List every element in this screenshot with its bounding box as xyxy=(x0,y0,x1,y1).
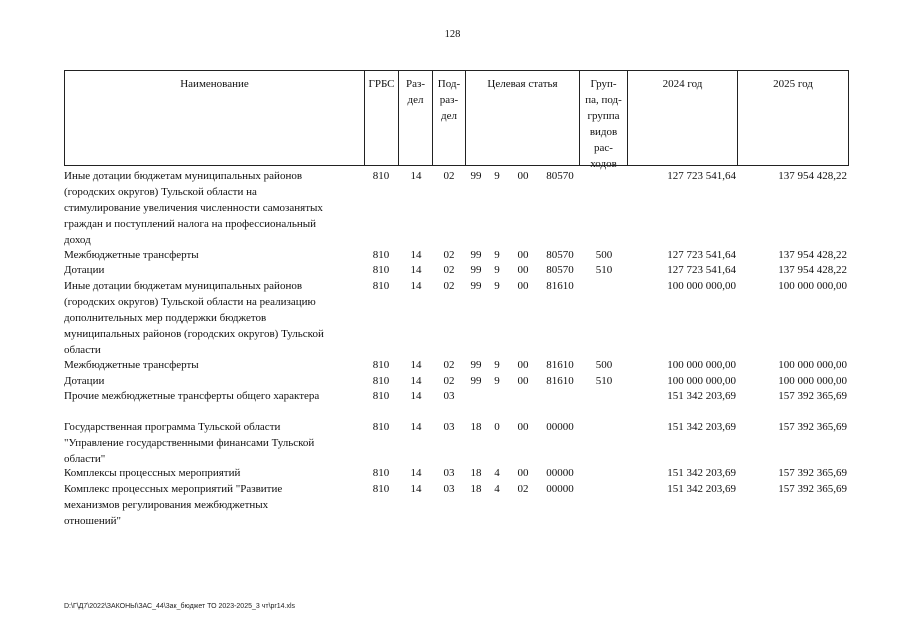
header-podrazdel-line: дел xyxy=(441,110,457,122)
row-name xyxy=(64,419,362,467)
row-target-1: 99 xyxy=(470,170,482,182)
row-name-line: "Управление государственными финансами Тульской xyxy=(64,437,315,449)
row-target-1: 99 xyxy=(470,359,482,371)
header-podrazdel-line: раз- xyxy=(439,94,459,106)
row-group: 510 xyxy=(595,264,613,276)
row-grbs: 810 xyxy=(372,467,390,479)
row-target-1: 99 xyxy=(470,264,482,276)
header-year-2024-label: 2024 год xyxy=(662,78,703,90)
header-group-line: рас- xyxy=(594,142,613,154)
row-target-1: 99 xyxy=(470,280,482,292)
row-name-line: граждан и поступлений налога на профессиональный xyxy=(64,218,316,230)
row-podrazdel: 03 xyxy=(443,483,455,495)
header-name-label: Наименование xyxy=(180,78,249,90)
row-name-line: области xyxy=(64,344,101,356)
row-target-4: 00000 xyxy=(546,483,574,495)
row-target-1: 18 xyxy=(470,421,482,433)
row-name-line: отношений" xyxy=(64,515,122,527)
page-number: 128 xyxy=(444,29,461,40)
row-razdel: 14 xyxy=(410,359,422,371)
row-name-line: стимулирование увеличения численности самозанятых xyxy=(64,202,323,214)
row-name-line: Государственная программа Тульской области xyxy=(64,421,281,433)
row-target-4: 00000 xyxy=(546,421,574,433)
row-name-line: муниципальных районов (городских округов) Тульской xyxy=(64,328,324,340)
row-target-2: 4 xyxy=(494,467,500,479)
row-name-line: (городских округов) Тульской области на реализацию xyxy=(64,296,316,308)
header-razdel-line: дел xyxy=(407,94,424,106)
row-grbs: 810 xyxy=(372,483,390,495)
row-target-4: 81610 xyxy=(546,280,574,292)
row-podrazdel: 02 xyxy=(443,170,455,182)
row-name-line: (городских округов) Тульской области на xyxy=(64,186,257,198)
row-target-2: 9 xyxy=(494,375,500,387)
row-target-3: 00 xyxy=(517,170,529,182)
row-name xyxy=(64,481,362,529)
row-target-2: 9 xyxy=(494,359,500,371)
row-name xyxy=(64,278,362,358)
row-amount-2024: 151 342 203,69 xyxy=(667,421,736,433)
row-target-2: 9 xyxy=(494,170,500,182)
row-razdel: 14 xyxy=(410,249,422,261)
row-target-3: 00 xyxy=(517,375,529,387)
row-podrazdel: 02 xyxy=(443,375,455,387)
header-group-line: группа xyxy=(587,110,620,122)
row-target-3: 00 xyxy=(517,467,529,479)
row-name-line: Дотации xyxy=(64,375,105,387)
row-name-line: области" xyxy=(64,453,106,465)
row-grbs: 810 xyxy=(372,359,390,371)
row-target-4: 80570 xyxy=(546,249,574,261)
row-name xyxy=(64,262,362,278)
row-name-line: Межбюджетные трансферты xyxy=(64,359,199,371)
row-name xyxy=(64,373,362,389)
row-name-line: дополнительных мер поддержки бюджетов xyxy=(64,312,267,324)
row-grbs: 810 xyxy=(372,375,390,387)
row-podrazdel: 03 xyxy=(443,390,455,402)
header-grbs xyxy=(364,70,399,166)
header-group-line: Груп- xyxy=(590,78,617,90)
row-amount-2024: 100 000 000,00 xyxy=(667,375,736,387)
row-name xyxy=(64,247,362,263)
row-podrazdel: 03 xyxy=(443,467,455,479)
row-target-4: 80570 xyxy=(546,170,574,182)
header-grbs-label: ГРБС xyxy=(368,78,395,90)
row-name-line: механизмов регулирования межбюджетных xyxy=(64,499,269,511)
row-name xyxy=(64,357,362,373)
row-amount-2025: 157 392 365,69 xyxy=(778,421,847,433)
row-grbs: 810 xyxy=(372,421,390,433)
row-razdel: 14 xyxy=(410,375,422,387)
row-razdel: 14 xyxy=(410,467,422,479)
row-name-line: Прочие межбюджетные трансферты общего характера xyxy=(64,390,320,402)
row-amount-2024: 127 723 541,64 xyxy=(667,249,736,261)
row-grbs: 810 xyxy=(372,280,390,292)
row-grbs: 810 xyxy=(372,264,390,276)
header-year-2025-label: 2025 год xyxy=(773,78,813,90)
row-target-2: 4 xyxy=(494,483,500,495)
header-group-line: па, под- xyxy=(585,94,622,106)
header-target xyxy=(465,70,580,166)
row-amount-2025: 157 392 365,69 xyxy=(778,390,847,402)
row-amount-2024: 127 723 541,64 xyxy=(667,170,736,182)
row-grbs: 810 xyxy=(372,249,390,261)
header-podrazdel xyxy=(432,70,466,166)
row-name xyxy=(64,168,362,248)
row-group: 500 xyxy=(595,359,613,371)
row-name-line: Дотации xyxy=(64,264,105,276)
row-target-2: 9 xyxy=(494,249,500,261)
row-amount-2025: 100 000 000,00 xyxy=(778,359,847,371)
header-target-label: Целевая статья xyxy=(487,78,558,90)
row-name-line: Межбюджетные трансферты xyxy=(64,249,199,261)
row-target-3: 00 xyxy=(517,421,529,433)
row-target-1: 99 xyxy=(470,249,482,261)
file-path-footer: D:\Г\Д7\2022\ЗАКОНЫ\ЗАС_44\3ак_бюджет ТО 2023-2025_3 чт\pr14.xls xyxy=(64,603,296,610)
row-amount-2025: 137 954 428,22 xyxy=(778,170,847,182)
row-razdel: 14 xyxy=(410,280,422,292)
row-amount-2025: 137 954 428,22 xyxy=(778,249,847,261)
row-target-1: 99 xyxy=(470,375,482,387)
row-target-4: 81610 xyxy=(546,375,574,387)
header-razdel-line: Раз- xyxy=(405,78,425,90)
row-grbs: 810 xyxy=(372,170,390,182)
row-name-line: Комплекс процессных мероприятий "Развитие xyxy=(64,483,283,495)
row-target-2: 9 xyxy=(494,264,500,276)
row-amount-2024: 127 723 541,64 xyxy=(667,264,736,276)
header-podrazdel-line: Под- xyxy=(437,78,461,90)
header-name xyxy=(64,70,365,166)
row-target-1: 18 xyxy=(470,483,482,495)
row-target-1: 18 xyxy=(470,467,482,479)
header-razdel xyxy=(398,70,433,166)
row-podrazdel: 02 xyxy=(443,249,455,261)
row-name xyxy=(64,388,362,404)
row-target-3: 00 xyxy=(517,249,529,261)
row-podrazdel: 02 xyxy=(443,359,455,371)
row-name-line: Иные дотации бюджетам муниципальных районов xyxy=(64,280,303,292)
row-razdel: 14 xyxy=(410,390,422,402)
row-group: 510 xyxy=(595,375,613,387)
header-group-line: видов xyxy=(589,126,618,138)
row-target-3: 00 xyxy=(517,264,529,276)
row-grbs: 810 xyxy=(372,390,390,402)
header-year-2024 xyxy=(627,70,738,166)
row-amount-2025: 137 954 428,22 xyxy=(778,264,847,276)
header-year-2025 xyxy=(737,70,849,166)
row-group: 500 xyxy=(595,249,613,261)
row-amount-2025: 100 000 000,00 xyxy=(778,375,847,387)
row-amount-2024: 151 342 203,69 xyxy=(667,390,736,402)
row-podrazdel: 02 xyxy=(443,280,455,292)
row-name-line: доход xyxy=(64,234,91,246)
row-amount-2024: 151 342 203,69 xyxy=(667,467,736,479)
row-target-2: 0 xyxy=(494,421,500,433)
row-amount-2024: 151 342 203,69 xyxy=(667,483,736,495)
row-razdel: 14 xyxy=(410,264,422,276)
row-target-3: 00 xyxy=(517,280,529,292)
row-name-line: Иные дотации бюджетам муниципальных районов xyxy=(64,170,303,182)
row-podrazdel: 03 xyxy=(443,421,455,433)
row-amount-2025: 157 392 365,69 xyxy=(778,483,847,495)
row-amount-2025: 157 392 365,69 xyxy=(778,467,847,479)
header-group xyxy=(579,70,628,170)
row-name xyxy=(64,465,362,481)
row-podrazdel: 02 xyxy=(443,264,455,276)
row-amount-2024: 100 000 000,00 xyxy=(667,359,736,371)
row-target-4: 81610 xyxy=(546,359,574,371)
row-razdel: 14 xyxy=(410,421,422,433)
row-razdel: 14 xyxy=(410,483,422,495)
row-amount-2024: 100 000 000,00 xyxy=(667,280,736,292)
row-razdel: 14 xyxy=(410,170,422,182)
row-target-4: 80570 xyxy=(546,264,574,276)
row-target-3: 02 xyxy=(517,483,529,495)
row-target-4: 00000 xyxy=(546,467,574,479)
header-group-line: ходов xyxy=(590,158,617,170)
row-amount-2025: 100 000 000,00 xyxy=(778,280,847,292)
row-target-2: 9 xyxy=(494,280,500,292)
row-target-3: 00 xyxy=(517,359,529,371)
row-name-line: Комплексы процессных мероприятий xyxy=(64,467,241,479)
